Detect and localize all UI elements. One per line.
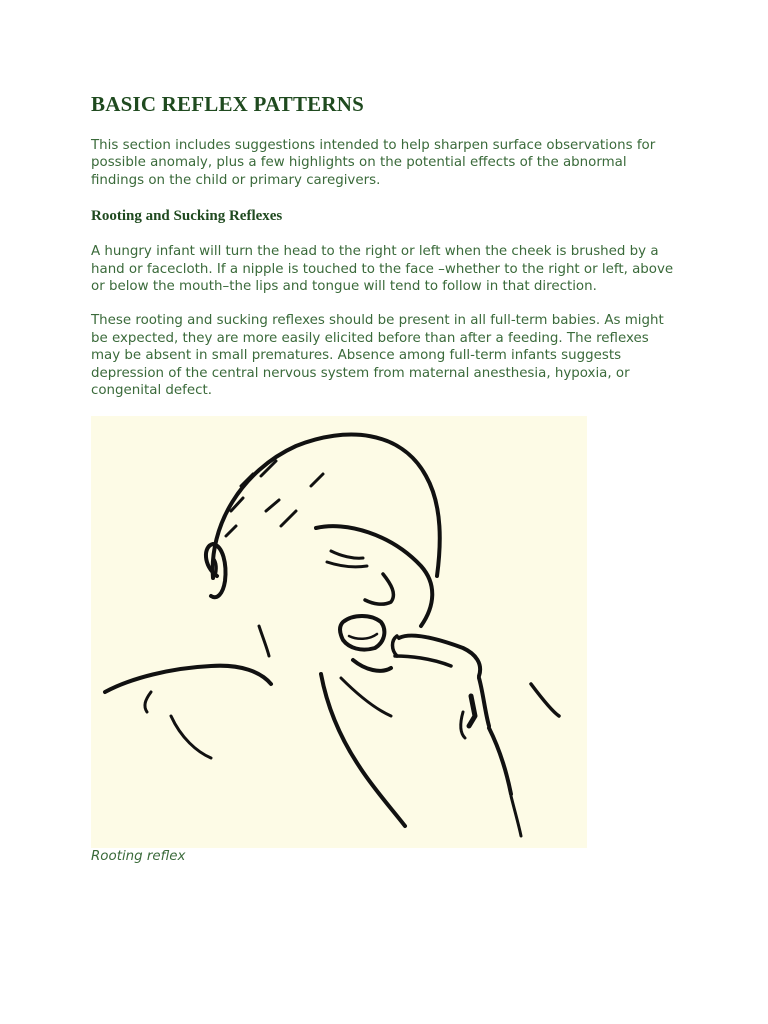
nose <box>365 574 393 604</box>
chin <box>353 660 391 671</box>
hair-strokes <box>226 461 323 536</box>
page-title: BASIC REFLEX PATTERNS <box>91 92 364 116</box>
intro-paragraph: This section includes suggestions intended to help sharpen surface observations for possible anomaly, plus a few highlights on the potential effects of the abnormal findings on the child or primary caregivers. <box>91 138 656 188</box>
hand <box>479 678 489 726</box>
section-heading: Rooting and Sucking Reflexes <box>91 208 283 225</box>
infant-drawing <box>91 416 587 848</box>
face-outline <box>316 526 432 626</box>
figure-caption: Rooting reflex <box>91 849 186 864</box>
open-mouth <box>340 616 384 650</box>
closed-eye <box>331 551 363 558</box>
rooting-reflex-illustration <box>91 416 587 848</box>
article-body <box>91 92 681 399</box>
rooting-paragraph: A hungry infant will turn the head to the right or left when the cheek is brushed by a hand or facecloth. If a nipple is touched to the face –whether to the right or left, above or below the mouth–the lips and tongue will tend to follow in that direction. <box>91 244 674 295</box>
sucking-paragraph: These rooting and sucking reflexes should be present in all full-term babies. As might be expected, they are more easily elicited before than after a feeding. The reflexes may be absent in small prematures. Absence among full-term infants suggests depression of the central nervous system from maternal anesthesia, hypoxia, or congenital defect. <box>91 313 664 399</box>
head-outline <box>213 435 440 578</box>
left-shoulder <box>105 666 271 692</box>
